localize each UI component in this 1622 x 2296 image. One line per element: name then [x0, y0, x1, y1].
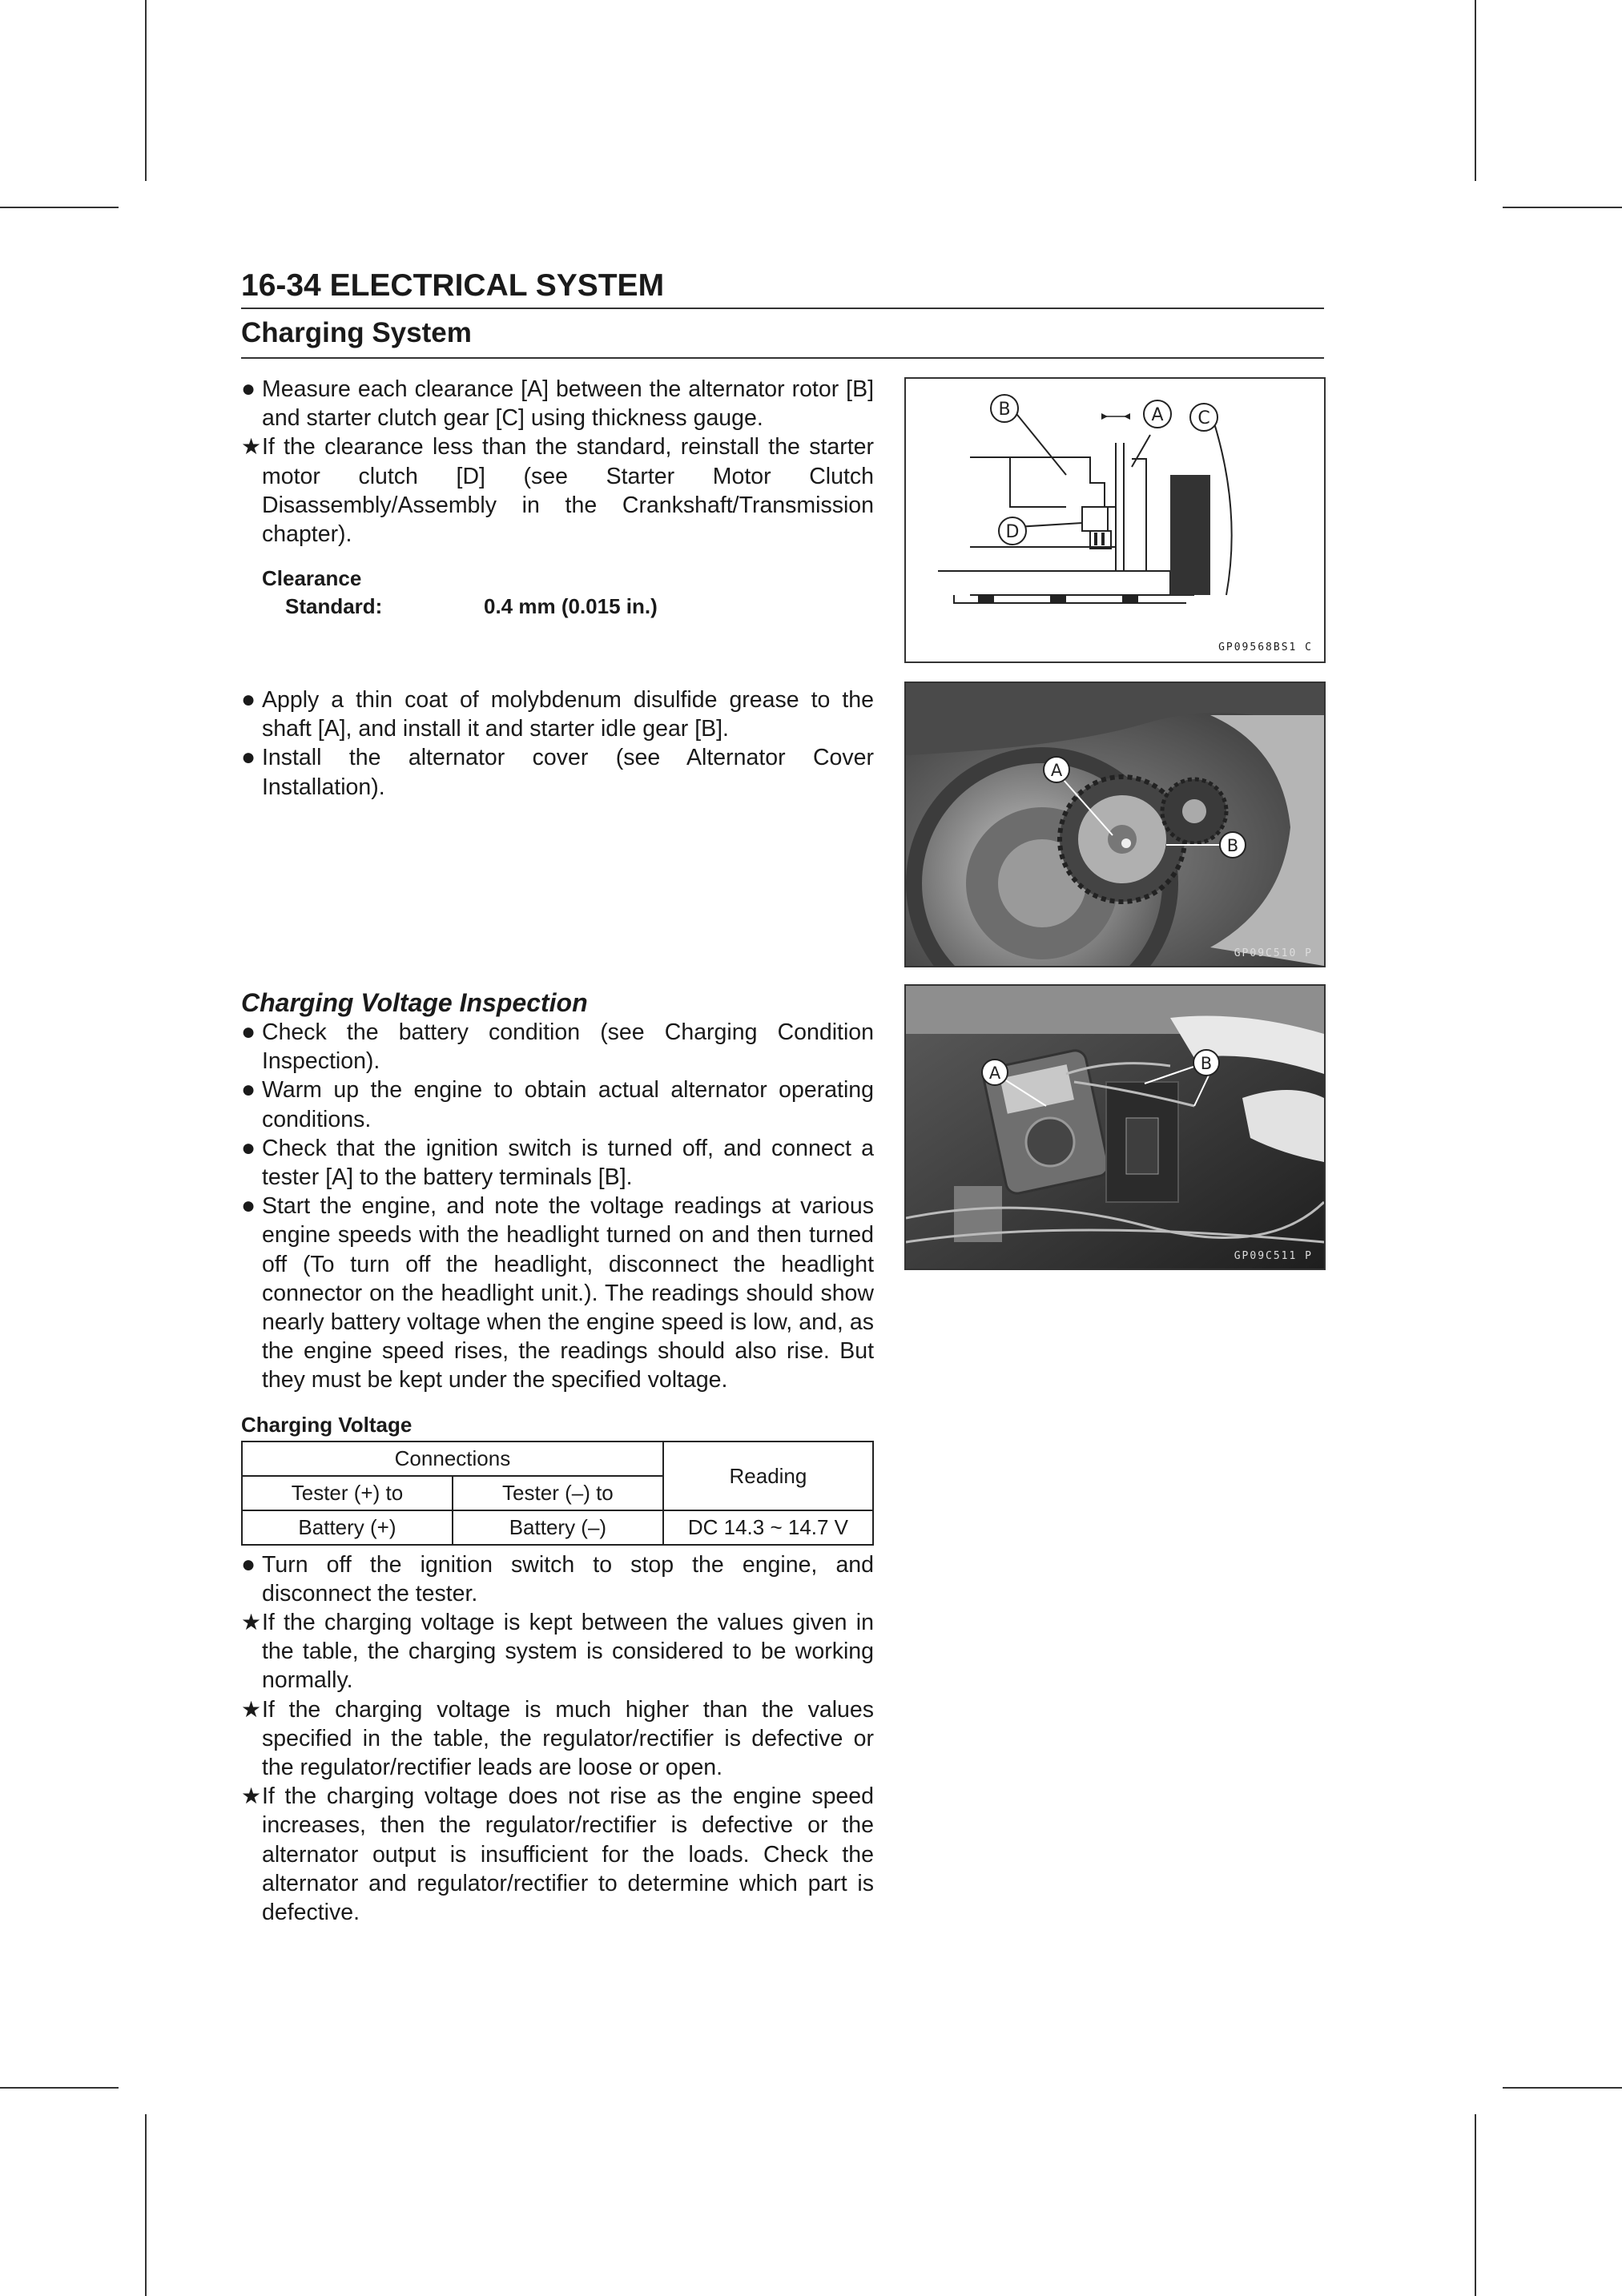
section-rule: [241, 357, 1324, 359]
table-row: [242, 1510, 873, 1545]
table-header: Tester (+) to: [242, 1476, 453, 1510]
table-cell: DC 14.3 ~ 14.7 V: [663, 1510, 873, 1545]
item-text: If the clearance less than the standard, reinstall the starter motor clutch [D] (see Starter Motor Clutch Disassembly/Assembly in the Crankshaft/Transmission chapter).: [262, 434, 874, 548]
list-item: [241, 1134, 874, 1192]
bullet-icon: ●: [241, 744, 256, 771]
item-text: If the charging voltage is much higher than the values specified in the table, the regulator/rectifier is defective or the regulator/rectifier leads are loose or open.: [262, 1696, 874, 1781]
clearance-diagram: [904, 377, 1326, 663]
crop-mark: [145, 2114, 147, 2296]
bullet-icon: ●: [241, 376, 256, 402]
item-text: Turn off the ignition switch to stop the engine, and disconnect the tester.: [262, 1551, 874, 1606]
list-item: [241, 432, 874, 549]
crop-mark: [1475, 0, 1476, 181]
crop-mark: [1503, 2087, 1622, 2089]
bullet-icon: ●: [241, 1192, 256, 1220]
spec-value: 0.4 mm (0.015 in.): [484, 594, 658, 619]
item-text: Measure each clearance [A] between the alternator rotor [B] and starter clutch gear [C] using thickness gauge.: [262, 376, 874, 432]
bullet-icon: ●: [241, 686, 256, 713]
callout-label: A: [988, 1064, 1001, 1083]
list-item: [241, 1192, 874, 1394]
item-text: Install the alternator cover (see Alternator Cover Installation).: [262, 745, 874, 800]
bullet-icon: ●: [241, 1019, 256, 1045]
crop-mark: [1503, 207, 1622, 208]
crop-mark: [145, 0, 147, 181]
table-header: Reading: [663, 1442, 873, 1510]
table-header: Tester (–) to: [453, 1476, 663, 1510]
page-title: 16-34 ELECTRICAL SYSTEM: [241, 268, 665, 303]
idle-gear-block: [241, 686, 874, 802]
crop-mark: [0, 2087, 119, 2089]
list-item: [241, 1018, 874, 1076]
callout-label: C: [1197, 408, 1210, 428]
spec-label: Standard:: [285, 594, 383, 619]
star-icon: ★: [241, 1610, 262, 1635]
charging-voltage-block: [241, 987, 874, 1927]
list-item: [241, 686, 874, 743]
table-header: Connections: [242, 1442, 663, 1476]
crop-mark: [0, 207, 119, 208]
figure-code: GP09C510 P: [1234, 947, 1313, 959]
clearance-block: [241, 375, 874, 621]
figure-code: GP09C511 P: [1234, 1250, 1313, 1262]
charging-voltage-table: [241, 1441, 874, 1546]
subsection-heading: Charging Voltage Inspection: [241, 988, 588, 1017]
spec-row: [241, 593, 874, 621]
item-text: Check the battery condition (see Charging Condition Inspection).: [262, 1019, 874, 1075]
section-title: Charging System: [241, 317, 472, 348]
callout-label: D: [1005, 522, 1020, 542]
table-cell: Battery (–): [453, 1510, 663, 1545]
item-text: Start the engine, and note the voltage readings at various engine speeds with the headlight turned on and then turned off (To turn off the headlight, disconnect the headlight connector on the headlight unit.). The readings should show nearly battery voltage when the engine speed is low, and, as the engine speed rises, the readings should also rise. But they must be kept under the specified voltage.: [262, 1193, 874, 1393]
page-header: [241, 264, 1324, 359]
list-item: [241, 743, 874, 801]
crop-mark: [1475, 2114, 1476, 2296]
callout-label: B: [1226, 836, 1239, 855]
item-text: Check that the ignition switch is turned off, and connect a tester [A] to the battery terminals [B].: [262, 1135, 874, 1191]
star-icon: ★: [241, 434, 262, 460]
item-text: Warm up the engine to obtain actual alternator operating conditions.: [262, 1077, 874, 1132]
table-title: Charging Voltage: [241, 1412, 413, 1437]
item-text: Apply a thin coat of molybdenum disulfide grease to the shaft [A], and install it and starter idle gear [B].: [262, 687, 874, 742]
bullet-icon: ●: [241, 1076, 256, 1104]
callout-label: A: [1151, 405, 1164, 425]
table-cell: Battery (+): [242, 1510, 453, 1545]
spec-title: Clearance: [262, 566, 362, 591]
tester-photo: [904, 984, 1326, 1270]
idle-gear-photo: [904, 682, 1326, 967]
star-icon: ★: [241, 1783, 262, 1809]
list-item: [241, 1782, 874, 1927]
callout-label: B: [1200, 1054, 1213, 1073]
list-item: [241, 1695, 874, 1783]
list-item: [241, 1550, 874, 1608]
item-text: If the charging voltage does not rise as the engine speed increases, then the regulator/rectifier is defective or the alternator output is insufficient for the loads. Check the alternator and regulator/rectifier to determine which part is defective.: [262, 1783, 874, 1926]
item-text: If the charging voltage is kept between the values given in the table, the charging system is considered to be working normally.: [262, 1610, 874, 1694]
list-item: [241, 375, 874, 432]
callout-label: A: [1050, 761, 1063, 780]
figure-code: GP09568BS1 C: [1218, 641, 1313, 653]
list-item: [241, 1076, 874, 1133]
callout-label: B: [998, 400, 1011, 420]
bullet-icon: ●: [241, 1134, 256, 1161]
bullet-icon: ●: [241, 1550, 256, 1578]
star-icon: ★: [241, 1696, 262, 1722]
list-item: [241, 1608, 874, 1695]
